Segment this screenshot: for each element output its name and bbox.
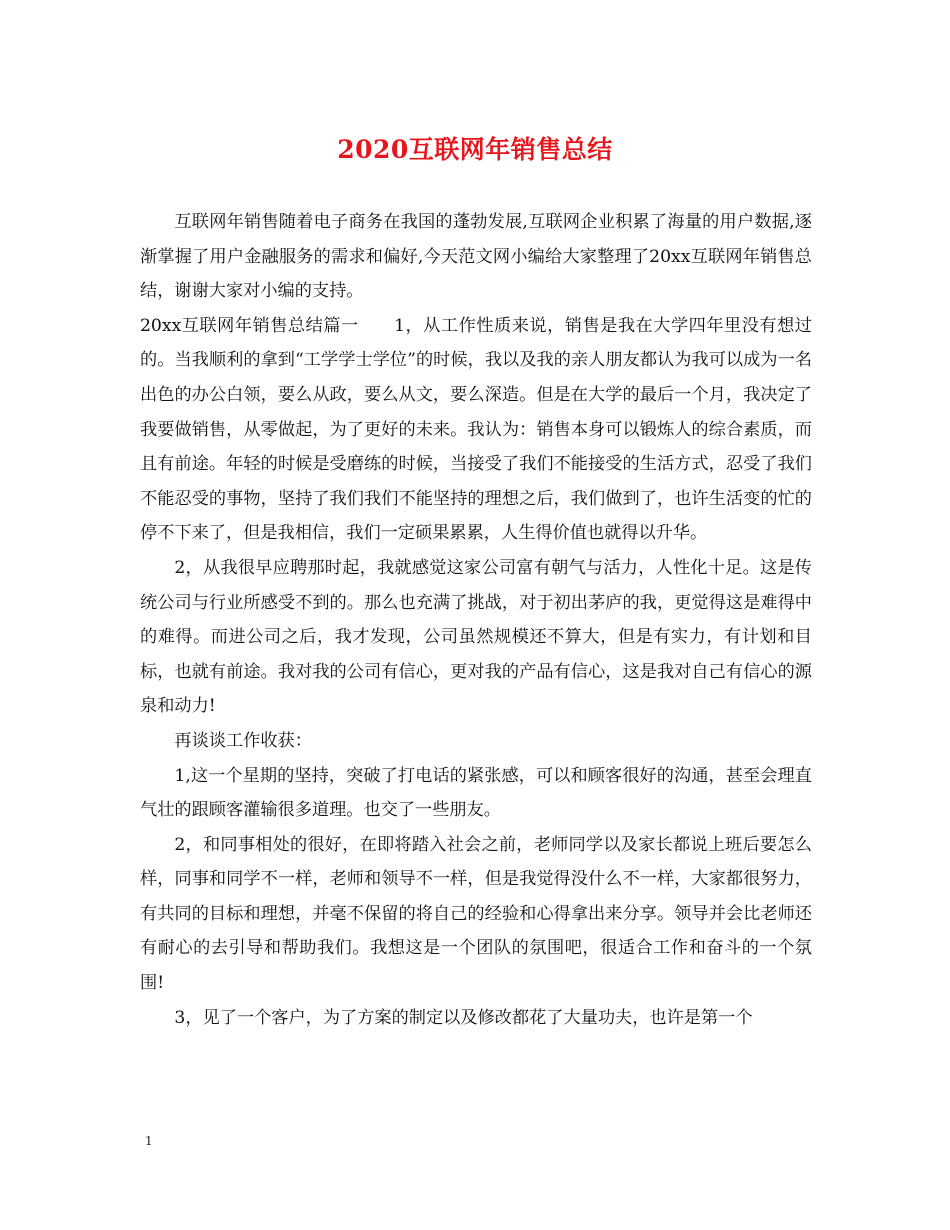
company-impression-paragraph: 2，从我很早应聘那时起，我就感觉这家公司富有朝气与活力，人性化十足。这是传统公司与行业所感受不到的。那么也充满了挑战，对于初出茅庐的我，更觉得这是难得中的难得。而进公司之后，我才发现，公司虽然规模还不算大，但是有实力，有计划和目标，也就有前途。我对我的公司有信心，更对我的产品有信心，这是我对自己有信心的源泉和动力! [140, 557, 812, 717]
work-gains-heading: 再谈谈工作收获： [174, 730, 312, 751]
gain-one-paragraph: 1,这一个星期的坚持，突破了打电话的紧张感，可以和顾客很好的沟通，甚至会理直气壮的跟顾客灌输很多道理。也交了一些朋友。 [140, 765, 812, 821]
page-number: 1 [145, 1134, 153, 1148]
intro-paragraph: 互联网年销售随着电子商务在我国的蓬勃发展,互联网企业积累了海量的用户数据,逐渐掌握了用户金融服务的需求和偏好,今天范文网小编给大家整理了20xx互联网年销售总结，谢谢大家对小编的支持。 [140, 212, 812, 302]
document-body [140, 205, 812, 1035]
gain-three-paragraph: 3，见了一个客户，为了方案的制定以及修改都花了大量功夫，也许是第一个 [174, 1007, 753, 1028]
section-one-paragraph: 20xx互联网年销售总结篇一 1，从工作性质来说，销售是我在大学四年里没有想过的。当我顺利的拿到“工学学士学位”的时候，我以及我的亲人朋友都认为我可以成为一名出色的办公白领，要么从政，要么从文，要么深造。但是在大学的最后一个月，我决定了我要做销售，从零做起，为了更好的未来。我认为：销售本身可以锻炼人的综合素质，而且有前途。年轻的时候是受磨练的时候，当接受了我们不能接受的生活方式，忍受了我们不能忍受的事物，坚持了我们我们不能坚持的理想之后，我们做到了，也许生活变的忙的停不下来了，但是我相信，我们一定硕果累累，人生得价值也就得以升华。 [140, 315, 812, 544]
gain-two-paragraph: 2，和同事相处的很好，在即将踏入社会之前，老师同学以及家长都说上班后要怎么样，同事和同学不一样，老师和领导不一样，但是我觉得没什么不一样，大家都很努力，有共同的目标和理想，并毫不保留的将自己的经验和心得拿出来分享。领导并会比老师还有耐心的去引导和帮助我们。我想这是一个团队的氛围吧，很适合工作和奋斗的一个氛围! [140, 834, 812, 994]
document-title: 2020互联网年销售总结 [337, 135, 613, 164]
